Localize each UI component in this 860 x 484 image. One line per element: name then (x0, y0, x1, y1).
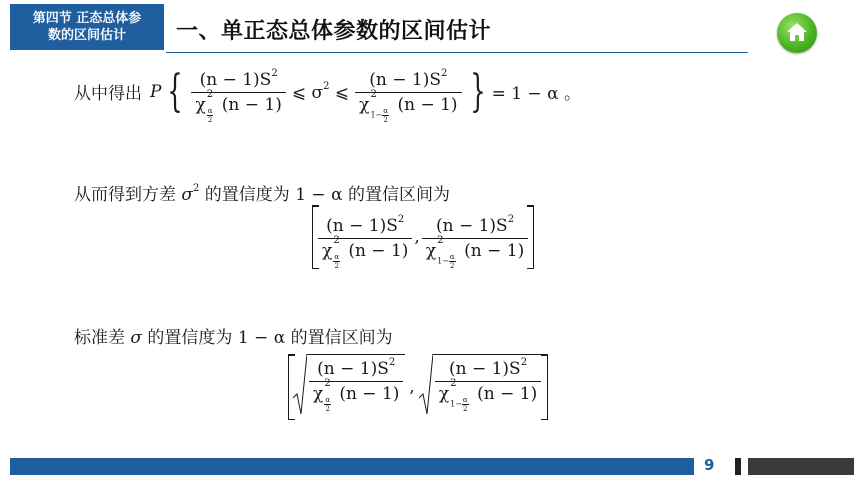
chi-square: 2 (333, 234, 340, 246)
left-brace: { (167, 65, 184, 117)
one-minus: 1− (450, 399, 462, 408)
den-tail: (n − 1) (339, 383, 400, 404)
sigma-symbol: σ (130, 328, 143, 348)
std-lower (309, 356, 403, 413)
chi-symbol: χ (425, 240, 437, 261)
chi-symbol: χ (313, 383, 324, 404)
den-tail: (n − 1) (477, 383, 538, 404)
alpha: α (207, 107, 213, 115)
std-statement (74, 323, 393, 348)
one-minus: 1− (370, 110, 383, 120)
two: 2 (463, 404, 468, 413)
right-brace: } (469, 65, 486, 117)
comma: , (409, 377, 415, 397)
square: 2 (507, 213, 515, 225)
variance-statement (74, 180, 450, 205)
section-tag-line2: 数的区间估计 (47, 28, 126, 43)
footer-bar (10, 458, 694, 475)
title-divider (166, 52, 748, 53)
square: 2 (271, 68, 278, 79)
footer-dark-block (748, 458, 854, 475)
section-tag-line1: 第四节 正态总体参 (32, 11, 142, 26)
line2-prefix: 从而得到方差 (74, 185, 176, 205)
prob-symbol: P (150, 81, 162, 102)
alpha: α (462, 395, 468, 404)
sigma-symbol: σ (181, 185, 194, 205)
two: 2 (450, 261, 455, 270)
section-tag (10, 4, 164, 50)
leq-sigma-text: ⩽ σ (291, 82, 324, 103)
numerator: (n − 1)S (326, 215, 398, 236)
square: 2 (397, 213, 405, 225)
chi-square: 2 (324, 377, 331, 389)
line3-prefix: 标准差 (74, 328, 125, 348)
std-interval (288, 354, 548, 420)
chi-square: 2 (370, 89, 377, 100)
numerator: (n − 1)S (199, 70, 272, 90)
two: 2 (334, 261, 339, 270)
home-button[interactable] (777, 13, 817, 53)
two: 2 (383, 116, 388, 124)
chi-symbol: χ (195, 95, 206, 115)
variance-lower (318, 213, 412, 270)
comma: , (414, 227, 420, 247)
std-upper (435, 356, 541, 413)
sigma-square: 2 (193, 183, 200, 194)
footer-marker (735, 458, 741, 475)
sigma-square: 2 (323, 80, 330, 92)
numerator: (n − 1)S (317, 358, 389, 379)
chi-square: 2 (450, 377, 457, 389)
line1-prefix: 从中得出 (74, 84, 142, 104)
alpha: α (325, 395, 331, 404)
two: 2 (207, 116, 213, 124)
sqrt-upper (419, 354, 543, 421)
chi-symbol: χ (438, 383, 450, 404)
lower-ratio (191, 68, 285, 124)
chi-symbol: χ (359, 95, 370, 115)
numerator: (n − 1)S (369, 70, 442, 90)
page-title: 一、单正态总体参数的区间估计 (176, 19, 492, 44)
alpha: α (383, 107, 388, 115)
alpha: α (449, 252, 455, 261)
upper-ratio (355, 68, 461, 124)
numerator: (n − 1)S (435, 215, 508, 236)
chi-square: 2 (206, 89, 214, 100)
variance-interval (312, 205, 534, 269)
sqrt-lower (293, 354, 405, 421)
chi-square: 2 (437, 234, 444, 246)
den-tail: (n − 1) (464, 240, 525, 261)
one-minus: 1− (437, 256, 449, 265)
square: 2 (520, 356, 528, 368)
leq-sigma (292, 81, 349, 103)
square: 2 (388, 356, 396, 368)
alpha: α (334, 252, 340, 261)
leq-symbol: ⩽ (334, 82, 350, 103)
den-tail: (n − 1) (397, 95, 458, 115)
line2-suffix: 的置信度为 1 − α 的置信区间为 (204, 185, 450, 205)
page-number: 9 (704, 456, 715, 474)
two: 2 (325, 404, 330, 413)
numerator: (n − 1)S (448, 358, 521, 379)
den-tail: (n − 1) (221, 95, 282, 115)
variance-upper (422, 213, 528, 270)
equals-text: = 1 − α 。 (491, 84, 581, 104)
home-icon (786, 21, 808, 43)
line3-suffix: 的置信度为 1 − α 的置信区间为 (147, 328, 393, 348)
den-tail: (n − 1) (348, 240, 409, 261)
square: 2 (441, 68, 448, 79)
chi-one-minus-half (359, 89, 388, 124)
chi-symbol: χ (322, 240, 333, 261)
chi-half (195, 89, 214, 124)
probability-statement (74, 65, 581, 124)
